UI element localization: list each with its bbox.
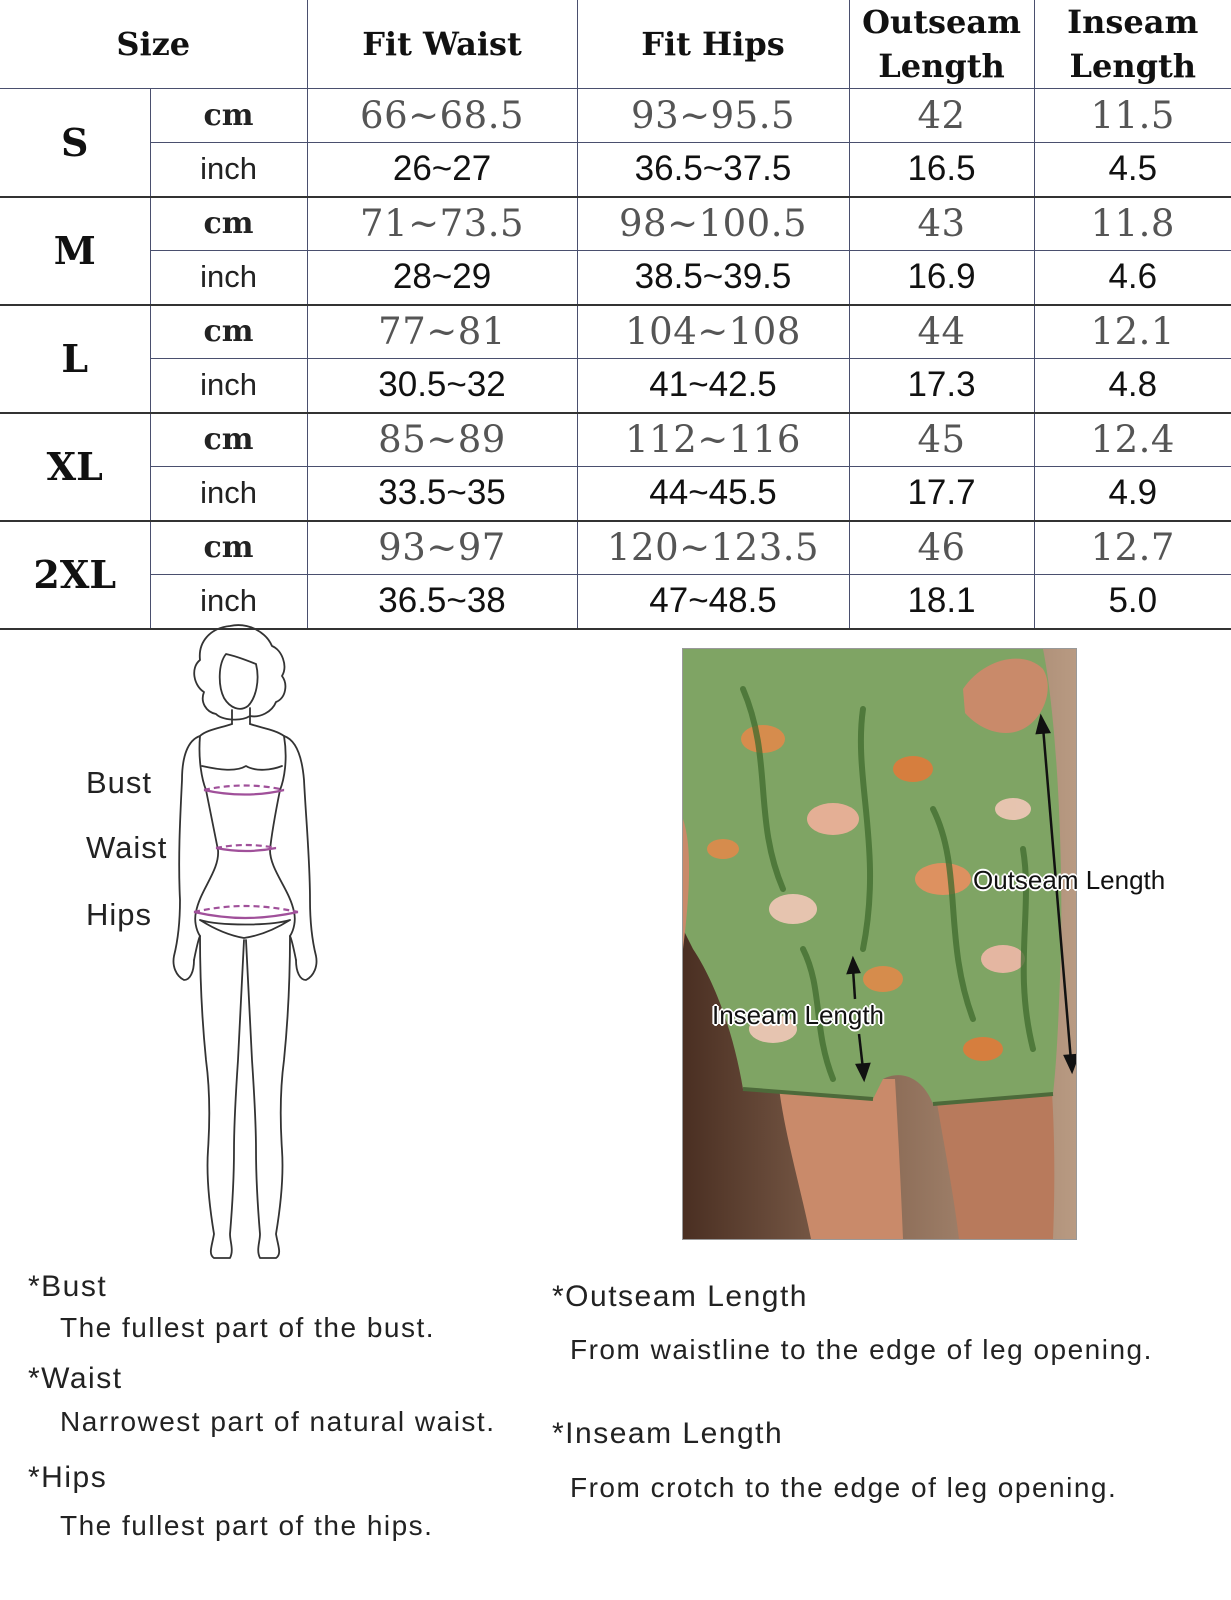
header-outseam-length: [849, 0, 1034, 89]
hips-value-cell: 47~48.5: [577, 575, 849, 629]
waist-value-cell: 33.5~35: [307, 467, 577, 521]
outseam-definition-title: *Outseam Length: [552, 1280, 808, 1313]
outseam-value-cell: 46: [849, 521, 1034, 575]
torso-outline: [195, 724, 232, 936]
header-fit-hips: Fit Hips: [577, 0, 849, 89]
waist-value-cell: 36.5~38: [307, 575, 577, 629]
size-cell: L: [0, 305, 150, 413]
right-arm-outline: [284, 736, 317, 980]
bust-definition-text: The fullest part of the bust.: [60, 1312, 436, 1343]
hips-value-cell: 104~108: [577, 305, 849, 359]
table-row: [0, 305, 1231, 359]
size-cell: 2XL: [0, 521, 150, 629]
hips-label: Hips: [86, 897, 153, 932]
inseam-value-cell: 12.1: [1034, 305, 1231, 359]
outseam-value-cell: 43: [849, 197, 1034, 251]
table-row: [0, 197, 1231, 251]
waist-value-cell: 85~89: [307, 413, 577, 467]
header-inseam-line2: Length: [1069, 47, 1197, 85]
waist-value-cell: 66~68.5: [307, 89, 577, 143]
outseam-value-cell: 18.1: [849, 575, 1034, 629]
waist-label: Waist: [86, 830, 168, 865]
inseam-length-label: Inseam Length: [712, 1000, 885, 1030]
table-row: [0, 251, 1231, 305]
header-size: Size: [0, 0, 307, 89]
table-row: [0, 413, 1231, 467]
waist-definition-title: *Waist: [28, 1362, 123, 1395]
table-row: [0, 143, 1231, 197]
unit-cell: inch: [150, 359, 307, 413]
left-arm-outline: [173, 736, 200, 980]
size-cell: M: [0, 197, 150, 305]
inseam-value-cell: 11.8: [1034, 197, 1231, 251]
inseam-value-cell: 4.5: [1034, 143, 1231, 197]
inseam-value-cell: 4.6: [1034, 251, 1231, 305]
size-cell: XL: [0, 413, 150, 521]
unit-cell: inch: [150, 143, 307, 197]
hips-value-cell: 98~100.5: [577, 197, 849, 251]
waist-measure-line: [216, 848, 276, 851]
unit-cell: inch: [150, 467, 307, 521]
header-outseam-line2: Length: [878, 47, 1005, 85]
outseam-value-cell: 16.9: [849, 251, 1034, 305]
unit-cell: cm: [150, 413, 307, 467]
hips-value-cell: 44~45.5: [577, 467, 849, 521]
outseam-value-cell: 17.3: [849, 359, 1034, 413]
header-outseam-line1: Outseam: [862, 3, 1021, 41]
unit-cell: cm: [150, 305, 307, 359]
body-outline-figure: [160, 620, 360, 1270]
table-row: [0, 359, 1231, 413]
unit-cell: cm: [150, 521, 307, 575]
outseam-value-cell: 16.5: [849, 143, 1034, 197]
unit-cell: inch: [150, 251, 307, 305]
bust-label: Bust: [86, 765, 153, 800]
face-outline: [220, 654, 258, 709]
hips-measure-line: [194, 912, 298, 918]
table-row: [0, 89, 1231, 143]
shorts-product-photo: [682, 648, 1077, 1240]
left-leg-outline: [200, 936, 244, 1258]
inseam-value-cell: 5.0: [1034, 575, 1231, 629]
inseam-definition-text: From crotch to the edge of leg opening.: [570, 1472, 1118, 1503]
inseam-value-cell: 12.4: [1034, 413, 1231, 467]
hips-value-cell: 41~42.5: [577, 359, 849, 413]
outseam-value-cell: 17.7: [849, 467, 1034, 521]
hips-definition-text: The fullest part of the hips.: [60, 1510, 434, 1541]
table-row: [0, 521, 1231, 575]
inseam-value-cell: 4.9: [1034, 467, 1231, 521]
size-cell: S: [0, 89, 150, 197]
waist-value-cell: 77~81: [307, 305, 577, 359]
hips-value-cell: 36.5~37.5: [577, 143, 849, 197]
waist-definition-text: Narrowest part of natural waist.: [60, 1406, 496, 1437]
bust-definition-title: *Bust: [28, 1270, 108, 1303]
waist-value-cell: 71~73.5: [307, 197, 577, 251]
header-fit-waist: Fit Waist: [307, 0, 577, 89]
hips-definition-title: *Hips: [28, 1461, 108, 1494]
size-chart-table: [0, 0, 1231, 630]
unit-cell: inch: [150, 575, 307, 629]
right-leg-outline: [246, 936, 290, 1258]
photo-illustration: [683, 649, 1076, 1239]
inseam-value-cell: 11.5: [1034, 89, 1231, 143]
waist-value-cell: 28~29: [307, 251, 577, 305]
hips-value-cell: 38.5~39.5: [577, 251, 849, 305]
inseam-value-cell: 4.8: [1034, 359, 1231, 413]
table-row: [0, 467, 1231, 521]
waist-value-cell: 26~27: [307, 143, 577, 197]
hair-outline: [194, 625, 285, 720]
table-body: [0, 89, 1231, 629]
header-inseam-line1: Inseam: [1067, 3, 1199, 41]
unit-cell: cm: [150, 89, 307, 143]
waist-value-cell: 93~97: [307, 521, 577, 575]
inseam-definition-title: *Inseam Length: [552, 1417, 784, 1450]
outseam-definition-text: From waistline to the edge of leg opening.: [570, 1334, 1153, 1365]
outseam-length-label: Outseam Length: [973, 865, 1166, 895]
waist-value-cell: 30.5~32: [307, 359, 577, 413]
table-header-row: [0, 0, 1231, 89]
outseam-value-cell: 44: [849, 305, 1034, 359]
outseam-value-cell: 45: [849, 413, 1034, 467]
header-inseam-length: [1034, 0, 1231, 89]
hips-value-cell: 112~116: [577, 413, 849, 467]
unit-cell: cm: [150, 197, 307, 251]
outseam-value-cell: 42: [849, 89, 1034, 143]
inseam-value-cell: 12.7: [1034, 521, 1231, 575]
bust-measure-line: [204, 790, 284, 795]
hips-value-cell: 120~123.5: [577, 521, 849, 575]
hips-value-cell: 93~95.5: [577, 89, 849, 143]
